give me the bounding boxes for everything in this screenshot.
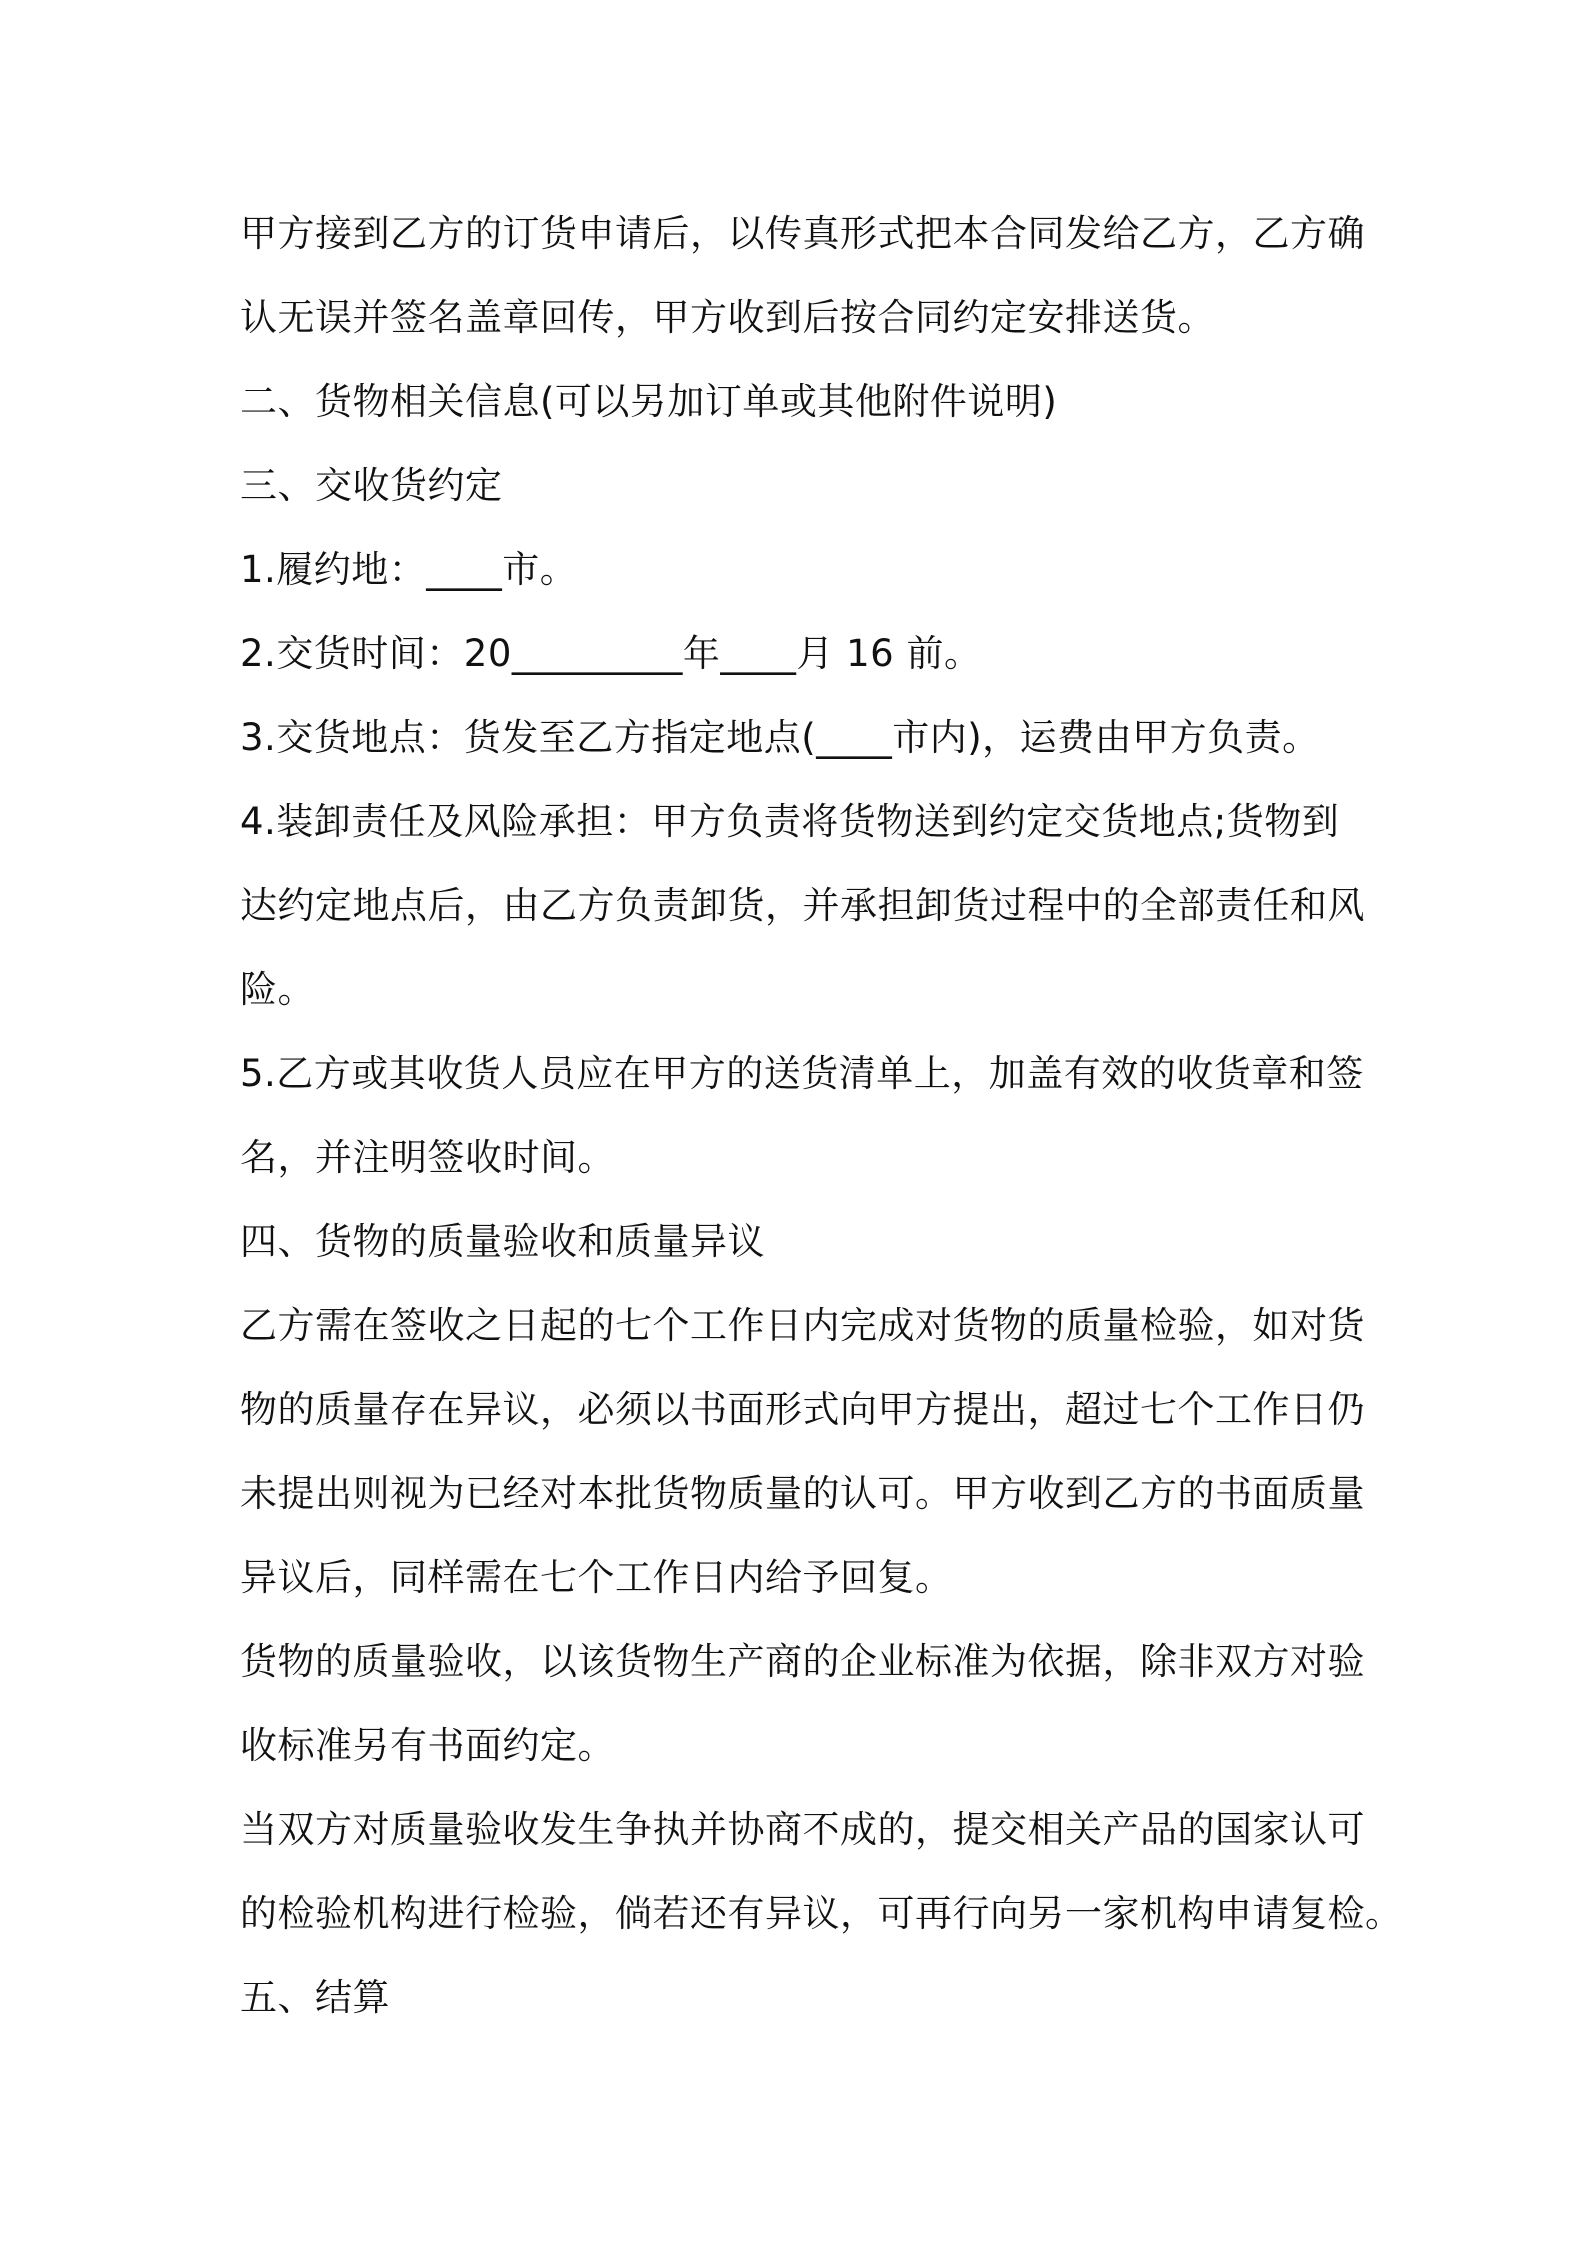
clause-item: 4.装卸责任及风险承担：甲方负责将货物送到约定交货地点;货物到 xyxy=(240,800,1340,843)
paragraph-line: 达约定地点后，由乙方负责卸货，并承担卸货过程中的全部责任和风 xyxy=(240,884,1365,927)
section-heading: 五、结算 xyxy=(240,1976,390,2019)
clause-item: 2.交货时间：20_________年____月 16 前。 xyxy=(240,632,982,675)
clause-item: 1.履约地：____市。 xyxy=(240,548,578,591)
section-heading: 二、货物相关信息(可以另加订单或其他附件说明) xyxy=(240,380,1058,423)
paragraph-line: 收标准另有书面约定。 xyxy=(240,1724,615,1767)
paragraph-line: 险。 xyxy=(240,968,315,1011)
document-body xyxy=(240,192,1403,2040)
paragraph-line: 名，并注明签收时间。 xyxy=(240,1136,615,1179)
section-heading: 四、货物的质量验收和质量异议 xyxy=(240,1220,765,1263)
paragraph-line: 异议后，同样需在七个工作日内给予回复。 xyxy=(240,1556,953,1599)
paragraph-line: 未提出则视为已经对本批货物质量的认可。甲方收到乙方的书面质量 xyxy=(240,1472,1365,1515)
paragraph-line: 的检验机构进行检验，倘若还有异议，可再行向另一家机构申请复检。 xyxy=(240,1892,1403,1935)
paragraph-line: 认无误并签名盖章回传，甲方收到后按合同约定安排送货。 xyxy=(240,296,1215,339)
paragraph-line: 当双方对质量验收发生争执并协商不成的，提交相关产品的国家认可 xyxy=(240,1808,1365,1851)
paragraph-line: 乙方需在签收之日起的七个工作日内完成对货物的质量检验，如对货 xyxy=(240,1304,1365,1347)
section-heading: 三、交收货约定 xyxy=(240,464,503,507)
clause-item: 3.交货地点：货发至乙方指定地点(____市内)，运费由甲方负责。 xyxy=(240,716,1320,759)
paragraph-line: 物的质量存在异议，必须以书面形式向甲方提出，超过七个工作日仍 xyxy=(240,1388,1365,1431)
clause-item: 5.乙方或其收货人员应在甲方的送货清单上，加盖有效的收货章和签 xyxy=(240,1052,1364,1095)
paragraph-line: 货物的质量验收，以该货物生产商的企业标准为依据，除非双方对验 xyxy=(240,1640,1365,1683)
paragraph-line: 甲方接到乙方的订货申请后，以传真形式把本合同发给乙方，乙方确 xyxy=(240,212,1365,255)
